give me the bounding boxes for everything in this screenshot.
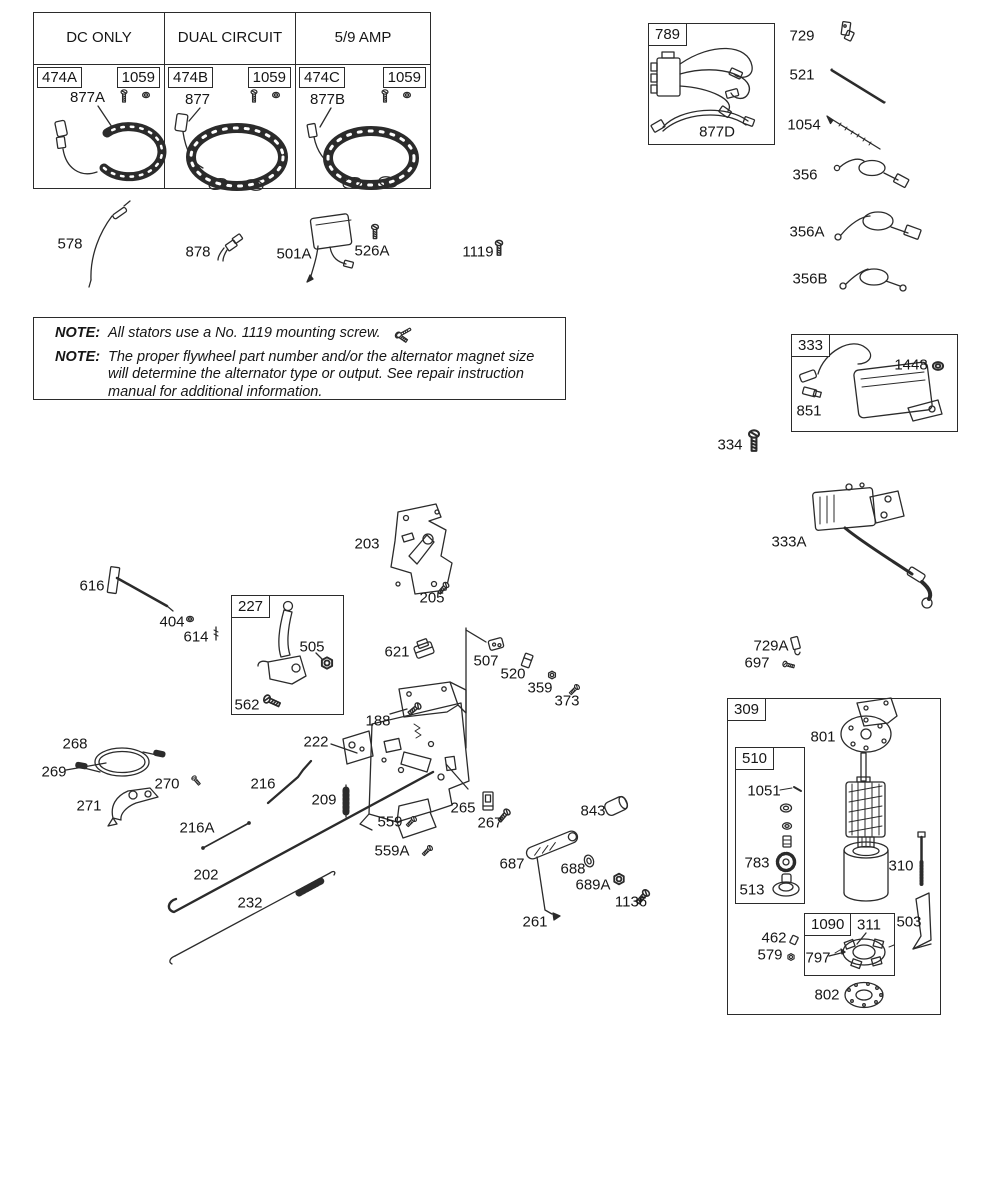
table-column-5-9-amp bbox=[295, 13, 430, 188]
ref-box-474B: 474B bbox=[168, 67, 213, 88]
alternator-options-table bbox=[33, 12, 431, 189]
group-label-309: 309 bbox=[727, 698, 766, 721]
key-261-drawing bbox=[553, 913, 560, 920]
terminal-729-drawing bbox=[841, 22, 854, 42]
part-label-356A: 356A bbox=[789, 223, 825, 241]
cable-268-drawing bbox=[76, 748, 166, 776]
column-body bbox=[165, 65, 295, 186]
note-box bbox=[33, 317, 566, 400]
table-column-dc-only bbox=[34, 13, 164, 188]
ref-box-474A: 474A bbox=[37, 67, 82, 88]
probe-wire-578-drawing bbox=[89, 201, 130, 287]
part-label-1136: 1136 bbox=[614, 893, 648, 911]
ref-box-474C: 474C bbox=[299, 67, 345, 88]
part-label-265: 265 bbox=[450, 799, 476, 817]
part-label-268: 268 bbox=[62, 735, 88, 753]
note-line-1 bbox=[55, 325, 565, 345]
part-label-687: 687 bbox=[499, 855, 525, 873]
group-label-1090: 1090 bbox=[804, 913, 851, 936]
part-label-878: 878 bbox=[185, 243, 211, 261]
screw-box-1059: 1059 bbox=[117, 67, 160, 88]
screw-697-drawing bbox=[782, 661, 795, 669]
screw-334-drawing bbox=[749, 430, 759, 450]
screw-559A-drawing bbox=[421, 845, 433, 857]
part-label-729A: 729A bbox=[753, 637, 789, 655]
connector-878-drawing bbox=[218, 234, 243, 261]
screw-526A-drawing bbox=[372, 224, 379, 238]
part-label-505: 505 bbox=[299, 638, 325, 656]
column-body bbox=[296, 65, 430, 186]
group-label-227: 227 bbox=[231, 595, 270, 618]
column-header: DC ONLY bbox=[34, 13, 164, 65]
part-label-579: 579 bbox=[757, 946, 783, 964]
group-label-789: 789 bbox=[648, 23, 687, 46]
part-label-851: 851 bbox=[796, 402, 822, 420]
part-label-216: 216 bbox=[250, 775, 276, 793]
part-label-232: 232 bbox=[237, 894, 263, 912]
part-label-801: 801 bbox=[810, 728, 836, 746]
part-label-1119: 1119 bbox=[462, 243, 494, 261]
handle-687-drawing bbox=[525, 829, 580, 860]
part-label-205: 205 bbox=[419, 589, 445, 607]
screw-icon bbox=[395, 325, 415, 345]
part-label-311: 311 bbox=[857, 916, 881, 934]
bracket-203-drawing bbox=[391, 504, 452, 594]
group-box-drive-510 bbox=[735, 747, 805, 904]
note-label: NOTE: bbox=[55, 325, 101, 341]
part-label-267: 267 bbox=[477, 814, 503, 832]
part-label-269: 269 bbox=[41, 763, 67, 781]
diode-module-501A-drawing bbox=[307, 214, 354, 282]
part-label-877B: 877B bbox=[310, 91, 346, 108]
part-label-462: 462 bbox=[761, 929, 787, 947]
table-column-dual-circuit bbox=[164, 13, 295, 188]
part-label-404: 404 bbox=[159, 613, 185, 631]
wire-356-drawing bbox=[834, 159, 909, 187]
part-label-261: 261 bbox=[522, 913, 548, 931]
part-label-222: 222 bbox=[303, 733, 329, 751]
part-label-559: 559 bbox=[377, 813, 403, 831]
part-label-526A: 526A bbox=[354, 242, 390, 260]
part-label-202: 202 bbox=[193, 866, 219, 884]
rod-521-drawing bbox=[832, 69, 885, 102]
screw-559-drawing bbox=[405, 816, 417, 828]
part-label-501A: 501A bbox=[276, 245, 312, 263]
part-label-1054: 1054 bbox=[787, 116, 821, 134]
washer-404-drawing bbox=[187, 616, 194, 621]
part-label-877: 877 bbox=[185, 91, 211, 108]
part-label-513: 513 bbox=[739, 881, 765, 899]
cap-843-drawing bbox=[603, 795, 629, 817]
column-header: DUAL CIRCUIT bbox=[165, 13, 295, 65]
screw-box-1059: 1059 bbox=[383, 67, 426, 88]
part-label-616: 616 bbox=[79, 577, 105, 595]
wire-356A-drawing bbox=[835, 212, 921, 240]
part-label-697: 697 bbox=[744, 654, 770, 672]
part-label-578: 578 bbox=[57, 235, 83, 253]
clip-265-drawing bbox=[483, 792, 493, 810]
part-label-614: 614 bbox=[183, 628, 209, 646]
lever-271-drawing bbox=[108, 788, 158, 826]
nut-359-drawing bbox=[549, 671, 556, 679]
note-text: The proper flywheel part number and/or the alternator magnet size will determine the alternator type or output. See repair instruction manual for additional information. bbox=[108, 348, 535, 401]
part-label-1448: 1448 bbox=[894, 356, 928, 374]
part-label-188: 188 bbox=[365, 712, 391, 730]
part-label-688: 688 bbox=[560, 860, 586, 878]
group-label-510: 510 bbox=[735, 747, 774, 770]
part-label-270: 270 bbox=[154, 775, 180, 793]
column-body bbox=[34, 65, 164, 186]
clip-729A-drawing bbox=[791, 636, 802, 655]
clip-621-drawing bbox=[412, 638, 434, 659]
part-label-507: 507 bbox=[473, 652, 499, 670]
part-label-310: 310 bbox=[888, 857, 914, 875]
part-label-559A: 559A bbox=[374, 842, 410, 860]
part-label-333A: 333A bbox=[771, 533, 807, 551]
part-label-209: 209 bbox=[311, 791, 337, 809]
part-label-797: 797 bbox=[805, 949, 831, 967]
part-label-373: 373 bbox=[554, 692, 580, 710]
column-header: 5/9 AMP bbox=[296, 13, 430, 65]
part-label-271: 271 bbox=[76, 797, 102, 815]
part-label-783: 783 bbox=[744, 854, 770, 872]
cable-tie-1054-drawing bbox=[827, 116, 880, 149]
screw-box-1059: 1059 bbox=[248, 67, 291, 88]
part-label-334: 334 bbox=[717, 436, 743, 454]
screw-270-drawing bbox=[191, 775, 201, 786]
note-text: All stators use a No. 1119 mounting screw. bbox=[108, 325, 381, 341]
ignition-armature-333A-drawing bbox=[812, 483, 932, 608]
part-label-356B: 356B bbox=[792, 270, 828, 288]
rod-232-drawing bbox=[170, 872, 335, 964]
part-label-621: 621 bbox=[384, 643, 410, 661]
part-label-802: 802 bbox=[814, 986, 840, 1004]
note-line-2 bbox=[55, 349, 565, 402]
part-label-689A: 689A bbox=[575, 876, 611, 894]
part-label-843: 843 bbox=[580, 802, 606, 820]
part-label-356: 356 bbox=[792, 166, 818, 184]
part-label-1051: 1051 bbox=[747, 782, 781, 800]
part-label-203: 203 bbox=[354, 535, 380, 553]
group-label-333: 333 bbox=[791, 334, 830, 357]
note-label: NOTE: bbox=[55, 348, 101, 365]
wire-356B-drawing bbox=[840, 269, 906, 291]
clip-507-drawing bbox=[488, 637, 504, 650]
pin-614-drawing bbox=[214, 627, 218, 640]
part-label-877A: 877A bbox=[70, 89, 106, 106]
part-label-562: 562 bbox=[234, 696, 260, 714]
part-label-729: 729 bbox=[789, 27, 815, 45]
nut-689A-drawing bbox=[614, 874, 624, 885]
part-label-503: 503 bbox=[896, 913, 922, 931]
screw-1119-drawing bbox=[495, 240, 502, 255]
part-label-521: 521 bbox=[789, 66, 815, 84]
part-label-359: 359 bbox=[527, 679, 553, 697]
part-label-877D: 877D bbox=[699, 123, 735, 141]
part-label-216A: 216A bbox=[179, 819, 215, 837]
rod-616-drawing bbox=[107, 567, 173, 611]
part-label-520: 520 bbox=[500, 665, 526, 683]
